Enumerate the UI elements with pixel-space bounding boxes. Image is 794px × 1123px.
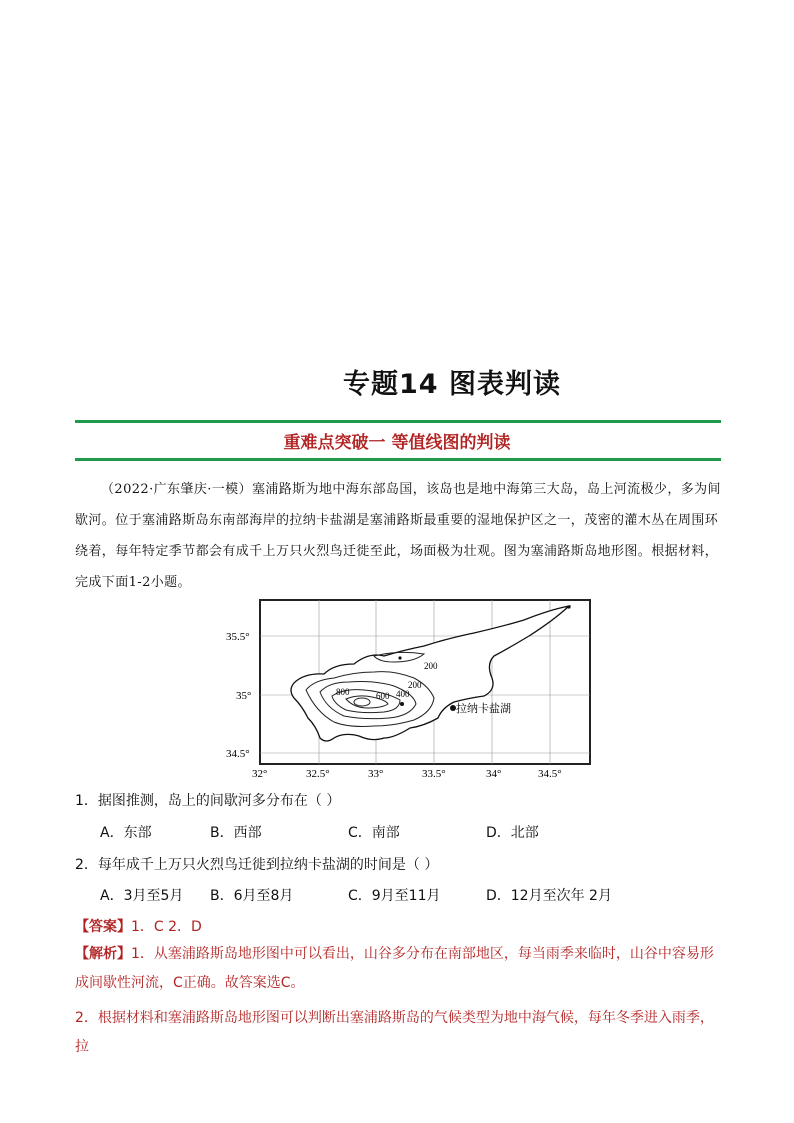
x-tick-label: 33° (368, 768, 384, 780)
question-2-option-c[interactable]: C．9月至11月 (348, 888, 441, 904)
x-tick-label: 33.5° (422, 768, 446, 780)
analysis-text-1: 1．从塞浦路斯岛地形图中可以看出，山谷多分布在南部地区，每当雨季来临时，山谷中容易形成间歇性河流，C正确。故答案选C。 (75, 946, 714, 991)
question-1-stem: 1．据图推测，岛上的间歇河多分布在（ ） (75, 793, 341, 809)
x-tick-label: 32.5° (306, 768, 330, 780)
answer-tag: 【答案】 (75, 919, 131, 935)
cyprus-topographic-map (224, 598, 594, 780)
section-rule-top (75, 420, 721, 423)
section-rule-bottom (75, 458, 721, 461)
section-heading: 重难点突破一 等值线图的判读 (283, 433, 511, 453)
x-tick-label: 34.5° (538, 768, 562, 780)
lake-label: 拉纳卡盐湖 (456, 702, 511, 715)
question-2-stem: 2．每年成千上万只火烈鸟迁徙到拉纳卡盐湖的时间是（ ） (75, 857, 439, 873)
page-title: 专题14 图表判读 (343, 369, 561, 400)
contour-label: 200 (408, 680, 422, 690)
contour-label: 600 (376, 691, 390, 701)
question-1-option-d[interactable]: D．北部 (486, 825, 539, 841)
x-tick-label: 34° (486, 768, 502, 780)
intro-paragraph: （2022·广东肇庆·一模）塞浦路斯为地中海东部岛国，该岛也是地中海第三大岛，岛上河流极少，多为间歇河。位于塞浦路斯岛东南部海岸的拉纳卡盐湖是塞浦路斯最重要的湿地保护区之一，茂密的灌木丛在周围环绕着，每年特定季节都会有成千上万只火烈鸟迁徙至此，场面极为壮观。图为塞浦路斯岛地形图。根据材料，完成下面1-2小题。 (75, 482, 721, 590)
contour-label: 800 (336, 687, 350, 697)
y-tick-label: 35° (236, 690, 252, 702)
question-1-option-c[interactable]: C．南部 (348, 825, 400, 841)
question-1-option-a[interactable]: A．东部 (100, 825, 152, 841)
analysis-paragraph-2: 2．根据材料和塞浦路斯岛地形图可以判断出塞浦路斯岛的气候类型为地中海气候，每年冬季进入雨季，拉 (75, 1010, 714, 1055)
contour-label: 400 (396, 689, 410, 699)
analysis-tag: 【解析】 (75, 946, 131, 962)
analysis-paragraph-1 (75, 940, 725, 998)
y-tick-label: 35.5° (226, 631, 250, 643)
answer-text: 1．C 2．D (131, 919, 202, 935)
question-2-option-d[interactable]: D．12月至次年 2月 (486, 888, 612, 904)
y-tick-label: 34.5° (226, 748, 250, 760)
contour-label: 200 (424, 661, 438, 671)
peak-dot (400, 702, 404, 706)
question-2-option-b[interactable]: B．6月至8月 (210, 888, 294, 904)
x-tick-label: 32° (252, 768, 268, 780)
question-1-option-b[interactable]: B．西部 (210, 825, 262, 841)
answer-line (75, 916, 202, 936)
north-peak-dot (398, 656, 401, 659)
question-2-option-a[interactable]: A．3月至5月 (100, 888, 184, 904)
cape-dot (567, 605, 570, 608)
